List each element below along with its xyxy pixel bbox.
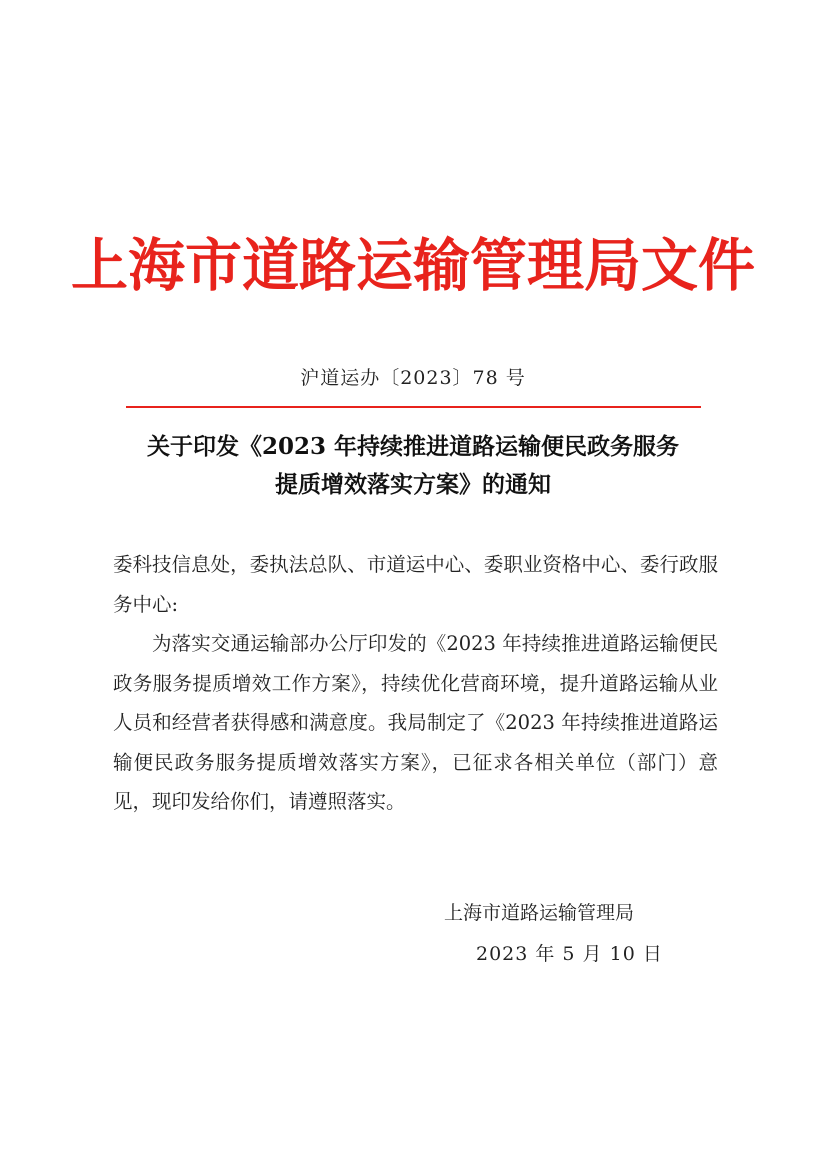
issuer-header: 上海市道路运输管理局文件 xyxy=(71,232,755,299)
red-divider xyxy=(126,406,701,408)
signature-date: 2023 年 5 月 10 日 xyxy=(476,943,663,965)
signature-block xyxy=(436,893,676,975)
document-title xyxy=(90,428,736,504)
recipients: 委科技信息处，委执法总队、市道运中心、委职业资格中心、委行政服务中心: xyxy=(113,553,718,616)
signature-org: 上海市道路运输管理局 xyxy=(444,902,635,924)
document-body xyxy=(113,545,718,822)
title-line-2: 提质增效落实方案》的通知 xyxy=(275,471,551,498)
document-number: 沪道运办〔2023〕78 号 xyxy=(300,367,526,389)
body-paragraph: 为落实交通运输部办公厅印发的《2023 年持续推进道路运输便民政务服务提质增效工作方案》，持续优化营商环境，提升道路运输从业人员和经营者获得感和满意度。我局制定了《2023 年持续推进道路运输便民政务服务提质增效落实方案》，已征求各相关单位（部门）意见，现印发给你们，请遵照落实。 xyxy=(113,632,718,813)
title-line-1: 关于印发《2023 年持续推进道路运输便民政务服务 xyxy=(146,433,680,460)
